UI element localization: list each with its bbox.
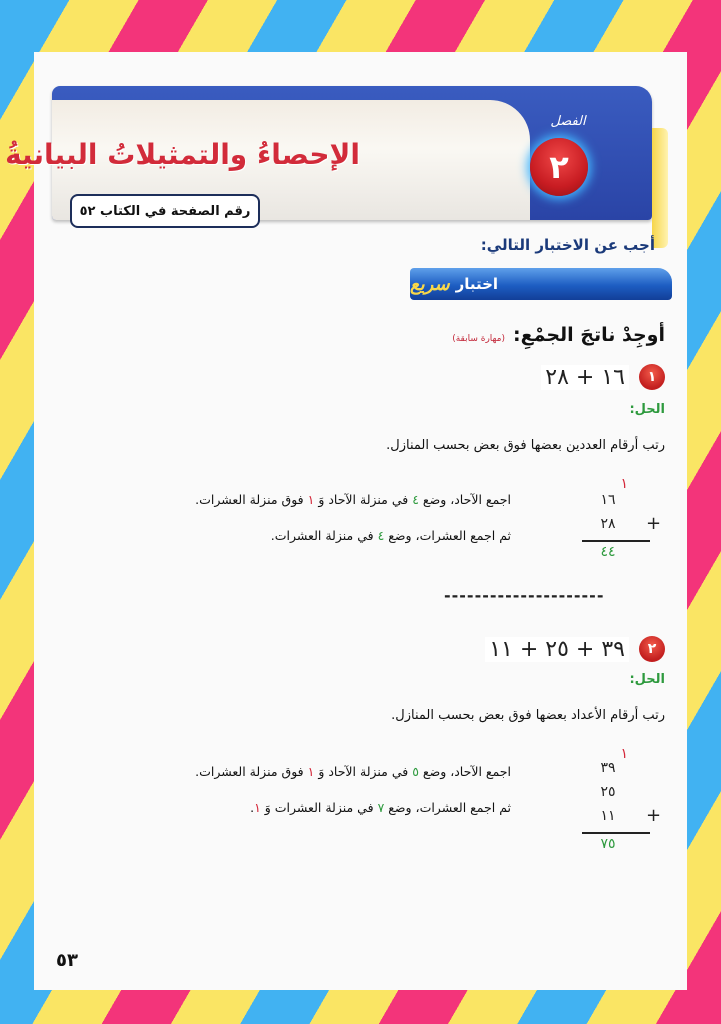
problem-1 <box>541 364 665 390</box>
addend: ١١ <box>600 808 616 824</box>
carry-digit: ١ <box>620 476 628 492</box>
solution-label: الحل: <box>629 402 665 417</box>
banner-title-panel <box>5 100 530 220</box>
solution-step <box>195 764 511 779</box>
sum-line <box>582 832 650 834</box>
step-text: فوق منزلة العشرات. <box>195 764 308 779</box>
step-text: ثم اجمع العشرات، وضع <box>384 528 511 543</box>
step-highlight: ٤ <box>412 492 419 507</box>
solution-step <box>250 800 511 815</box>
step-highlight: ١ <box>307 492 315 507</box>
quick-quiz-bar <box>410 268 672 300</box>
step-text: في منزلة العشرات. <box>270 528 378 543</box>
addend: ٣٩ <box>600 760 616 776</box>
skill-tag: (مهارة سابقة) <box>452 334 506 344</box>
step-text: اجمع الآحاد، وضع <box>418 764 511 779</box>
chapter-number-badge: ٢ <box>530 138 588 196</box>
sum-result: ٧٥ <box>600 836 616 852</box>
solution-label: الحل: <box>629 672 665 687</box>
addend: ١٦ <box>600 492 616 508</box>
step-text: في منزلة العشرات وَ <box>260 800 378 815</box>
step-highlight: ٥ <box>412 764 419 779</box>
step-highlight: ٧ <box>377 800 385 815</box>
step-text: في منزلة الآحاد وَ <box>314 764 413 779</box>
book-page-reference: رقم الصفحة في الكتاب ٥٢ <box>70 194 260 228</box>
separator-line: --------------------- <box>444 586 605 605</box>
solution-intro: رتب أرقام العددين بعضها فوق بعض بحسب المنازل. <box>386 438 665 453</box>
chapter-label: الفصل <box>550 114 586 129</box>
step-highlight: ٤ <box>377 528 385 543</box>
solution-step <box>271 528 511 543</box>
quiz-word-test: اختبار <box>455 275 499 293</box>
vertical-addition <box>560 476 670 566</box>
step-text: . <box>250 800 255 815</box>
step-text: ثم اجمع العشرات، وضع <box>384 800 511 815</box>
plus-sign: + <box>646 513 662 534</box>
question-prompt <box>452 324 665 346</box>
step-text: في منزلة الآحاد وَ <box>314 492 413 507</box>
sum-result: ٤٤ <box>600 544 616 560</box>
problem-number-badge: ٢ <box>639 636 665 662</box>
prompt-text: أوجِدْ ناتجَ الجمْعِ: <box>513 324 665 346</box>
page-number: ٥٣ <box>56 950 78 971</box>
step-highlight: ١ <box>307 764 315 779</box>
problem-2 <box>485 636 665 662</box>
banner-tab-decoration <box>652 128 668 248</box>
chapter-banner <box>5 86 652 220</box>
problem-expression: ٣٩ + ٢٥ + ١١ <box>485 637 629 662</box>
carry-digit: ١ <box>620 746 628 762</box>
solution-intro: رتب أرقام الأعداد بعضها فوق بعض بحسب المنازل. <box>391 708 665 723</box>
step-text: اجمع الآحاد، وضع <box>418 492 511 507</box>
quiz-word-quick: سريع <box>410 273 450 295</box>
plus-sign: + <box>646 805 662 826</box>
vertical-addition <box>560 746 670 856</box>
chapter-title: الإحصاءُ والتمثيلاتُ البيانيةُ <box>5 138 360 171</box>
addend: ٢٨ <box>600 516 616 532</box>
step-text: فوق منزلة العشرات. <box>195 492 308 507</box>
solution-step <box>195 492 511 507</box>
problem-number-badge: ١ <box>639 364 665 390</box>
problem-expression: ١٦ + ٢٨ <box>541 365 629 390</box>
worksheet-page <box>5 52 687 990</box>
addend: ٢٥ <box>600 784 616 800</box>
sum-line <box>582 540 650 542</box>
instruction-heading: أجب عن الاختبار التالي: <box>480 236 655 254</box>
step-highlight: ١ <box>254 800 261 815</box>
